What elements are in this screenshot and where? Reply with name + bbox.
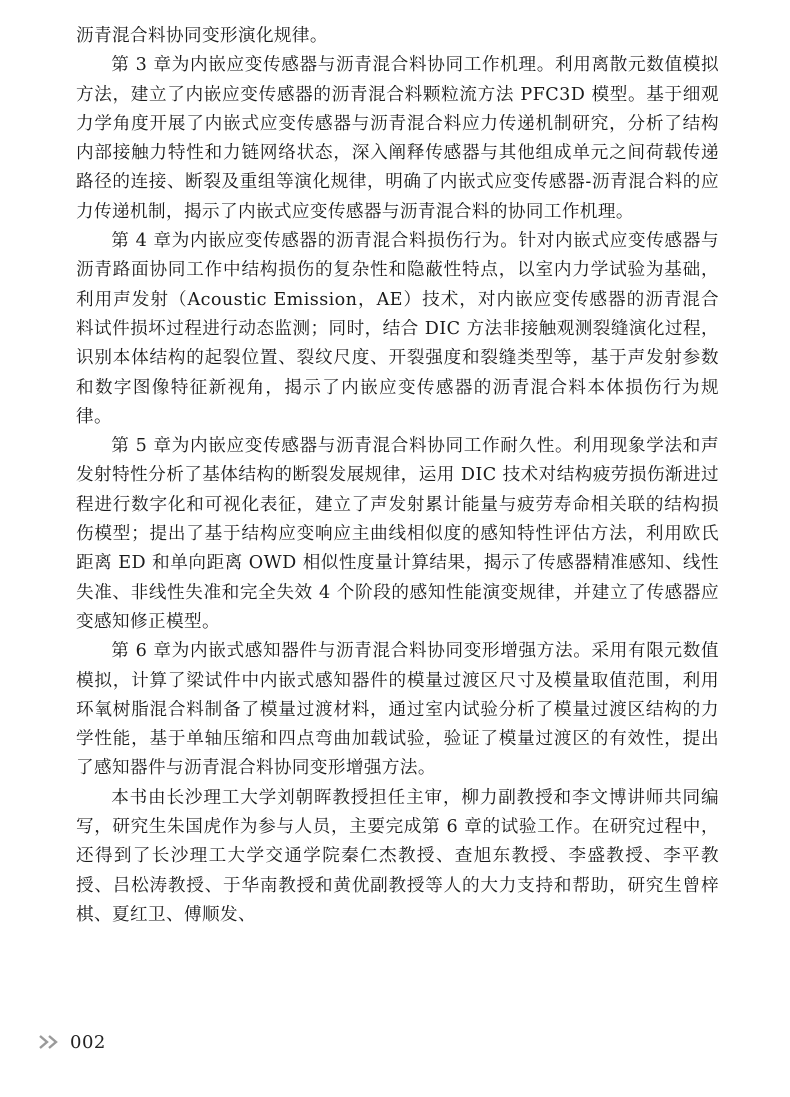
double-chevron-right-icon [38,1034,60,1050]
page-number: 002 [70,1031,106,1053]
paragraph-1: 沥青混合料协同变形演化规律。 [76,26,328,46]
paragraph-chapter-6: 第 6 章为内嵌式感知器件与沥青混合料协同变形增强方法。采用有限元数值模拟，计算了梁试件中内嵌式感知器件的模量过渡区尺寸及模量取值范围，利用环氧树脂混合料制备了模量过渡材料，通过室内试验分析了模量过渡区结构的力学性能，基于单轴压缩和四点弯曲加载试验，验证了模量过渡区的有效性，提出了感知器件与沥青混合料协同变形增强方法。 [76,641,719,779]
paragraph-chapter-4: 第 4 章为内嵌应变传感器的沥青混合料损伤行为。针对内嵌式应变传感器与沥青路面协同工作中结构损伤的复杂性和隐蔽性特点，以室内力学试验为基础，利用声发射（Acoustic Emission，AE）技术，对内嵌应变传感器的沥青混合料试件损坏过程进行动态监测；同时，结合 DIC 方法非接触观测裂缝演化过程，识别本体结构的起裂位置、裂纹尺度、开裂强度和裂缝类型等，基于声发射参数和数字图像特征新视角，揭示了内嵌应变传感器的沥青混合料本体损伤行为规律。 [76,231,719,427]
body-text [76,22,719,930]
paragraph-chapter-3: 第 3 章为内嵌应变传感器与沥青混合料协同工作机理。利用离散元数值模拟方法，建立了内嵌应变传感器的沥青混合料颗粒流方法 PFC3D 模型。基于细观力学角度开展了内嵌式应变传感器与沥青混合料应力传递机制研究，分析了结构内部接触力特性和力链网络状态，深入阐释传感器与其他组成单元之间荷载传递路径的连接、断裂及重组等演化规律，明确了内嵌式应变传感器-沥青混合料的应力传递机制，揭示了内嵌式应变传感器与沥青混合料的协同工作机理。 [76,55,719,222]
paragraph-chapter-5: 第 5 章为内嵌应变传感器与沥青混合料协同工作耐久性。利用现象学法和声发射特性分析了基体结构的断裂发展规律，运用 DIC 技术对结构疲劳损伤渐进过程进行数字化和可视化表征，建立了声发射累计能量与疲劳寿命相关联的结构损伤模型；提出了基于结构应变响应主曲线相似度的感知特性评估方法，利用欧氏距离 ED 和单向距离 OWD 相似性度量计算结果，揭示了传感器精准感知、线性失准、非线性失准和完全失效 4 个阶段的感知性能演变规律，并建立了传感器应变感知修正模型。 [76,436,719,632]
page-footer [38,1030,106,1054]
paragraph-acknowledgement: 本书由长沙理工大学刘朝晖教授担任主审，柳力副教授和李文博讲师共同编写，研究生朱国虎作为参与人员，主要完成第 6 章的试验工作。在研究过程中，还得到了长沙理工大学交通学院秦仁杰教授、查旭东教授、李盛教授、李平教授、吕松涛教授、于华南教授和黄优副教授等人的大力支持和帮助，研究生曾梓棋、夏红卫、傅顺发、 [76,787,719,925]
